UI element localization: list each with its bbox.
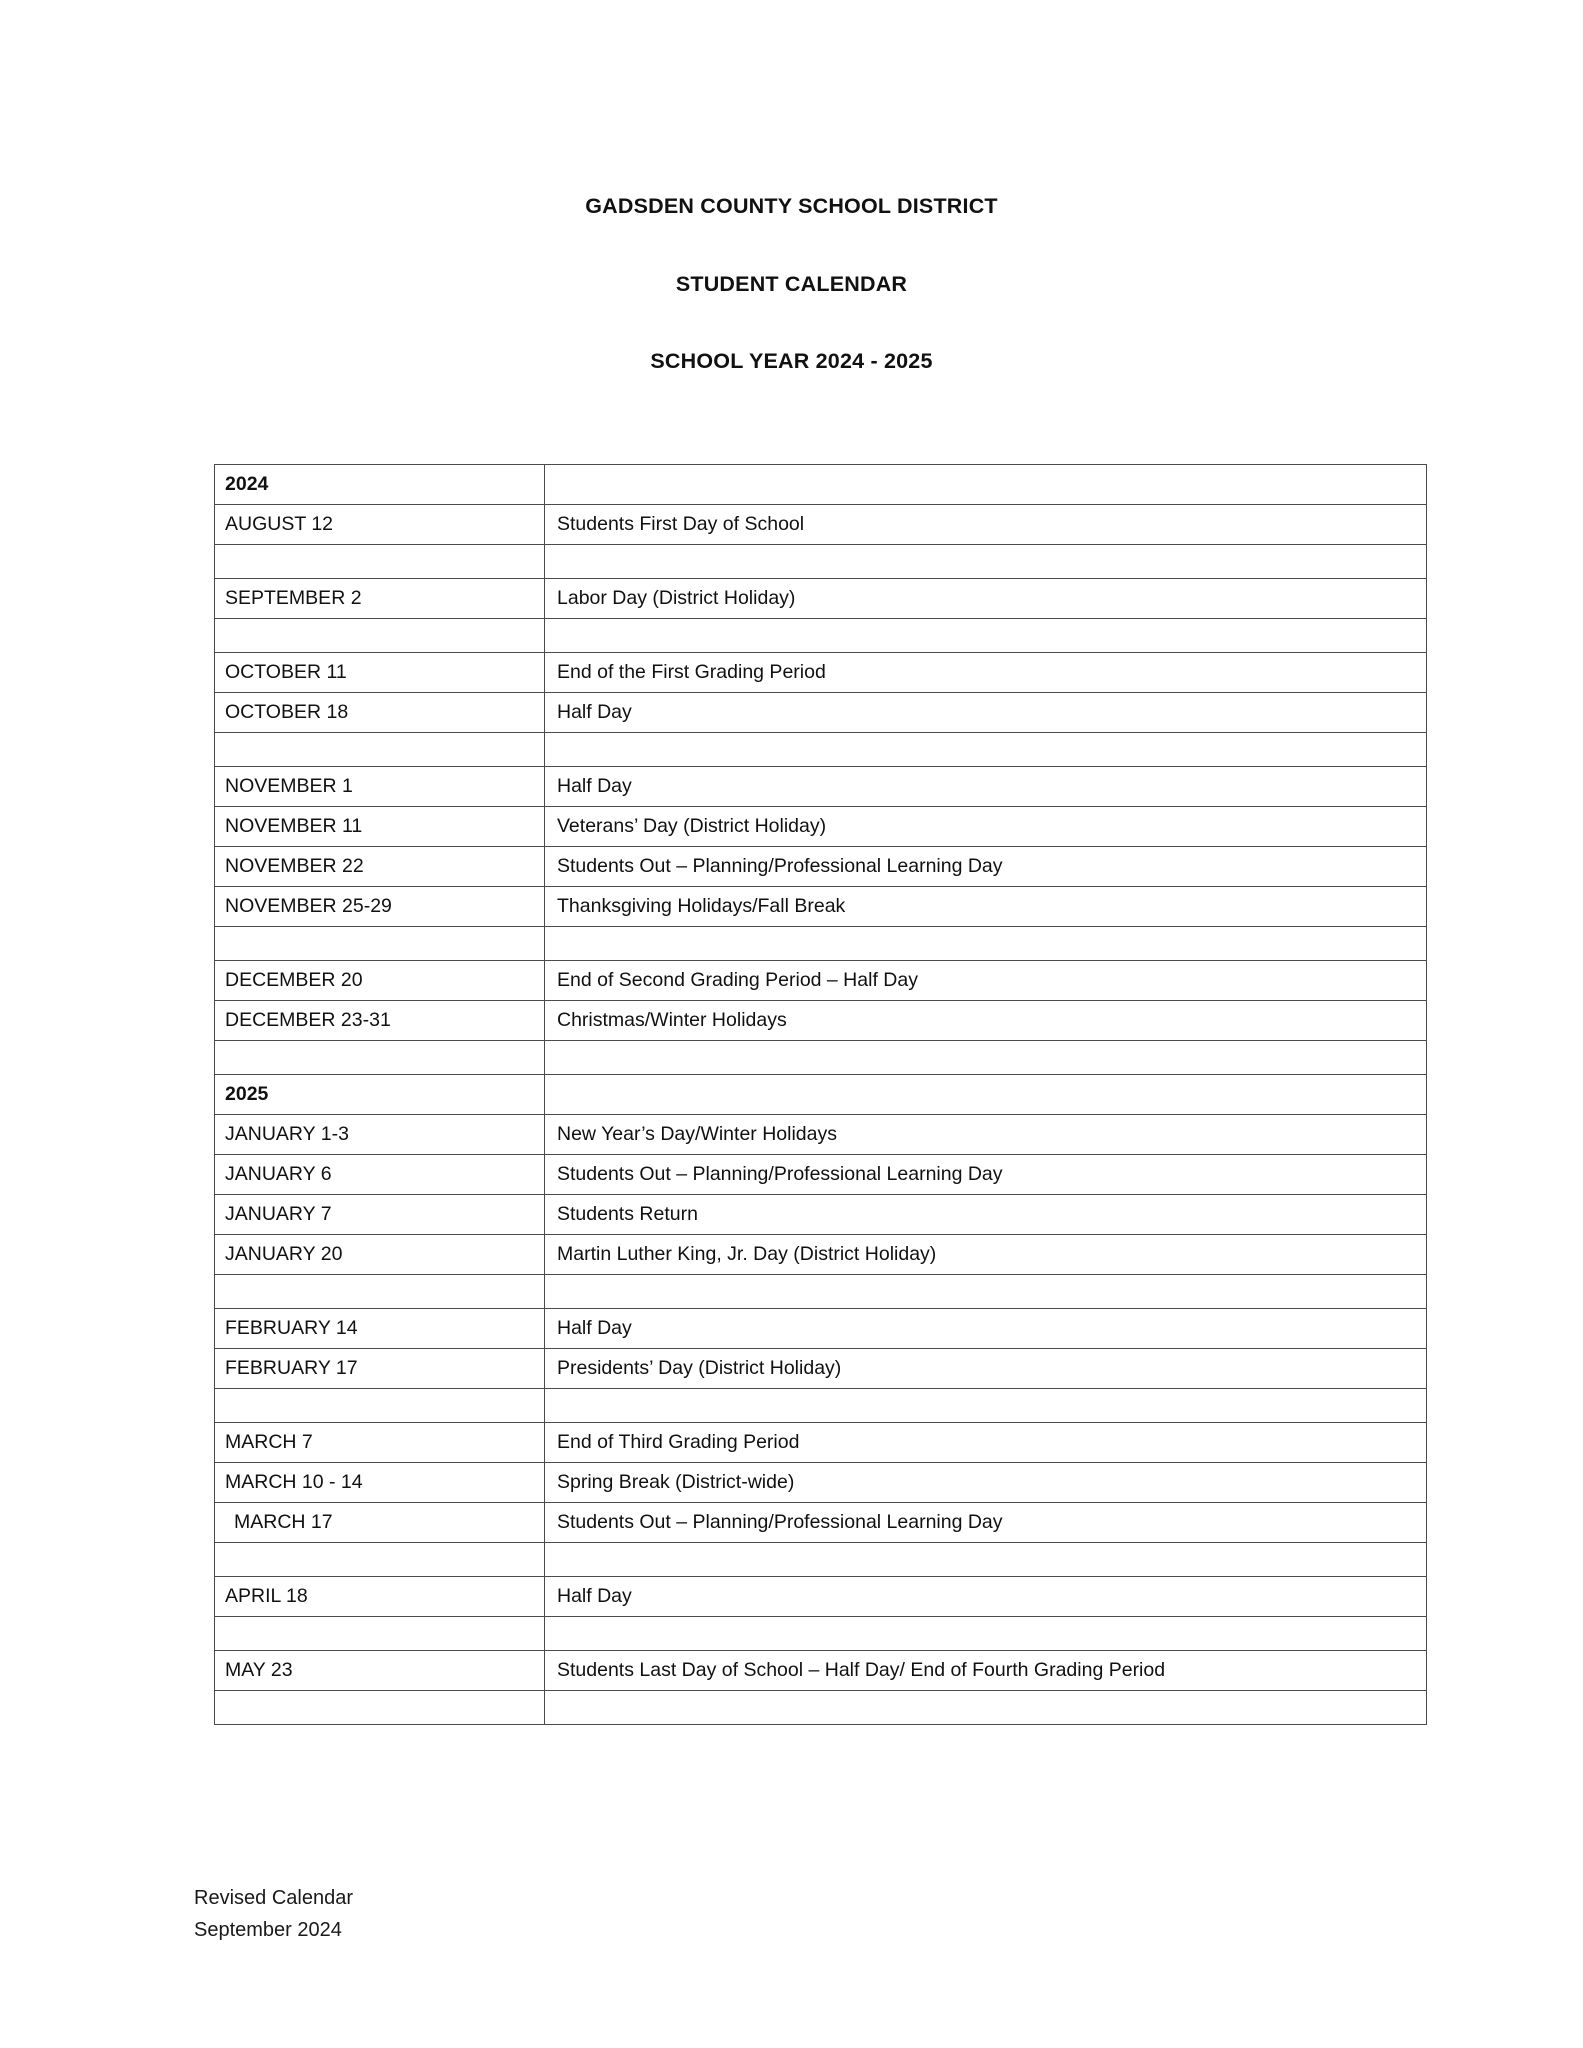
date-cell — [215, 505, 545, 545]
description-cell — [545, 653, 1427, 693]
date-cell — [215, 847, 545, 887]
date-cell — [215, 1463, 545, 1503]
table-row — [215, 693, 1427, 733]
document-type-title: STUDENT CALENDAR — [675, 271, 908, 296]
empty-date-cell — [215, 927, 545, 961]
date-label: MARCH 17 — [234, 1511, 333, 1534]
date-cell — [215, 887, 545, 927]
description-text — [545, 1046, 557, 1068]
date-label: JANUARY 1-3 — [225, 1123, 349, 1146]
table-row — [215, 1503, 1427, 1543]
description-text — [545, 1280, 557, 1302]
description-text: Presidents’ Day — [557, 1357, 699, 1380]
description-text: Students Return — [557, 1203, 698, 1226]
year-label: 2024 — [225, 473, 269, 496]
description-note: (District Holiday) — [698, 1357, 842, 1380]
date-cell — [215, 1155, 545, 1195]
empty-date-label — [215, 932, 225, 954]
description-cell — [545, 1651, 1427, 1691]
empty-date-label — [215, 1394, 225, 1416]
date-label: MARCH 7 — [225, 1431, 313, 1454]
description-cell — [545, 1577, 1427, 1617]
date-cell — [215, 1651, 545, 1691]
description-cell — [545, 1463, 1427, 1503]
table-row — [215, 961, 1427, 1001]
description-cell — [545, 1115, 1427, 1155]
description-text: Half Day — [557, 701, 632, 724]
date-cell — [215, 807, 545, 847]
empty-date-cell — [215, 733, 545, 767]
date-cell — [215, 767, 545, 807]
description-text: Students Out – Planning/Professional Learning Day — [557, 1511, 1003, 1534]
table-row — [215, 1235, 1427, 1275]
description-text — [545, 1083, 557, 1105]
description-text: Students Out – Planning/Professional Learning Day — [557, 855, 1003, 878]
description-text: Students Last Day of School – Half Day/ End of Fourth Grading Period — [557, 1659, 1166, 1682]
table-spacer-row — [215, 927, 1427, 961]
description-text: Half Day — [557, 775, 632, 798]
calendar-table-container — [214, 464, 1426, 1725]
table-row — [215, 1155, 1427, 1195]
table-row — [215, 579, 1427, 619]
description-text — [545, 738, 557, 760]
empty-description-cell — [545, 733, 1427, 767]
table-row — [215, 465, 1427, 505]
description-note: (District-wide) — [675, 1471, 795, 1494]
date-cell — [215, 1423, 545, 1463]
table-row — [215, 807, 1427, 847]
description-text — [545, 473, 557, 495]
table-spacer-row — [215, 1543, 1427, 1577]
table-row — [215, 1423, 1427, 1463]
description-text: Thanksgiving Holidays/Fall Break — [557, 895, 846, 918]
description-text: End of the First Grading Period — [557, 661, 826, 684]
empty-date-cell — [215, 1389, 545, 1423]
school-year-title: SCHOOL YEAR 2024 - 2025 — [650, 349, 933, 373]
description-text — [545, 624, 557, 646]
table-row — [215, 1577, 1427, 1617]
description-text: New Year’s Day/Winter Holidays — [557, 1123, 837, 1146]
table-row — [215, 847, 1427, 887]
description-text — [545, 932, 557, 954]
table-row — [215, 1309, 1427, 1349]
empty-date-label — [215, 1548, 225, 1570]
date-label: JANUARY 7 — [225, 1203, 332, 1226]
table-spacer-row — [215, 545, 1427, 579]
date-cell — [215, 693, 545, 733]
empty-date-cell — [215, 619, 545, 653]
description-cell — [545, 1155, 1427, 1195]
empty-description-cell — [545, 545, 1427, 579]
description-cell — [545, 693, 1427, 733]
description-text — [545, 1622, 557, 1644]
empty-description-cell — [545, 619, 1427, 653]
empty-description-cell — [545, 1275, 1427, 1309]
empty-date-label — [215, 1046, 225, 1068]
description-cell — [545, 887, 1427, 927]
description-cell — [545, 1001, 1427, 1041]
table-row — [215, 1001, 1427, 1041]
table-row — [215, 1115, 1427, 1155]
description-text: Spring Break — [557, 1471, 676, 1494]
date-label: FEBRUARY 14 — [225, 1317, 358, 1340]
description-note: (District Holiday) — [652, 587, 796, 610]
table-row — [215, 887, 1427, 927]
empty-description-cell — [545, 1041, 1427, 1075]
table-spacer-row — [215, 1691, 1427, 1725]
description-cell — [545, 1349, 1427, 1389]
footer-revision-date: September 2024 — [194, 1919, 342, 1941]
date-label: FEBRUARY 17 — [225, 1357, 358, 1380]
description-cell — [545, 465, 1427, 505]
table-row — [215, 505, 1427, 545]
table-spacer-row — [215, 619, 1427, 653]
description-text: Students First Day of School — [557, 513, 805, 536]
date-label: JANUARY 20 — [225, 1243, 343, 1266]
date-label: NOVEMBER 25-29 — [225, 895, 392, 918]
date-label: NOVEMBER 1 — [225, 775, 353, 798]
description-cell — [545, 1235, 1427, 1275]
description-text: Martin Luther King, Jr. Day — [557, 1243, 794, 1266]
description-text: Veterans’ Day — [557, 815, 684, 838]
date-label: OCTOBER 18 — [225, 701, 349, 724]
description-text: Students Out – Planning/Professional Learning Day — [557, 1163, 1003, 1186]
description-cell — [545, 767, 1427, 807]
district-title: GADSDEN COUNTY SCHOOL DISTRICT — [585, 194, 998, 218]
description-cell — [545, 1503, 1427, 1543]
table-row — [215, 1463, 1427, 1503]
table-spacer-row — [215, 1041, 1427, 1075]
description-text: Christmas/Winter Holidays — [557, 1009, 787, 1032]
empty-date-cell — [215, 1617, 545, 1651]
description-cell — [545, 847, 1427, 887]
date-cell — [215, 1309, 545, 1349]
description-cell — [545, 1423, 1427, 1463]
table-row — [215, 1349, 1427, 1389]
description-text — [545, 1394, 557, 1416]
date-label: DECEMBER 20 — [225, 969, 363, 992]
description-cell — [545, 1075, 1427, 1115]
description-text — [545, 1696, 557, 1718]
date-cell — [215, 1349, 545, 1389]
empty-date-cell — [215, 1275, 545, 1309]
table-row — [215, 1651, 1427, 1691]
year-header-cell — [215, 1075, 545, 1115]
description-cell — [545, 1309, 1427, 1349]
description-cell — [545, 579, 1427, 619]
calendar-table-body — [215, 465, 1427, 1725]
date-label: AUGUST 12 — [225, 513, 334, 536]
table-row — [215, 653, 1427, 693]
table-spacer-row — [215, 1275, 1427, 1309]
empty-date-label — [215, 550, 225, 572]
empty-description-cell — [545, 1389, 1427, 1423]
date-cell — [215, 579, 545, 619]
description-cell — [545, 505, 1427, 545]
description-cell — [545, 1195, 1427, 1235]
description-cell — [545, 807, 1427, 847]
empty-date-label — [215, 1696, 225, 1718]
date-cell — [215, 1235, 545, 1275]
description-text: Labor Day — [557, 587, 653, 610]
empty-date-cell — [215, 1691, 545, 1725]
description-text — [545, 550, 557, 572]
document-headings — [0, 196, 1583, 373]
year-header-cell — [215, 465, 545, 505]
description-text: Half Day — [557, 1317, 632, 1340]
date-cell — [215, 653, 545, 693]
empty-date-label — [215, 1280, 225, 1302]
date-cell — [215, 1115, 545, 1155]
empty-date-cell — [215, 545, 545, 579]
date-label: OCTOBER 11 — [225, 661, 347, 684]
table-row — [215, 1195, 1427, 1235]
date-cell — [215, 1001, 545, 1041]
date-cell — [215, 1503, 545, 1543]
table-spacer-row — [215, 1617, 1427, 1651]
empty-date-cell — [215, 1543, 545, 1577]
date-label: NOVEMBER 22 — [225, 855, 364, 878]
year-label: 2025 — [225, 1083, 269, 1106]
empty-date-label — [215, 1622, 225, 1644]
calendar-table — [214, 464, 1427, 1725]
date-label: DECEMBER 23-31 — [225, 1009, 391, 1032]
date-cell — [215, 1577, 545, 1617]
empty-description-cell — [545, 1617, 1427, 1651]
empty-description-cell — [545, 1543, 1427, 1577]
date-label: SEPTEMBER 2 — [225, 587, 362, 610]
document-footer — [194, 1882, 353, 1946]
date-cell — [215, 961, 545, 1001]
description-text — [545, 1548, 557, 1570]
description-text: Half Day — [557, 1585, 632, 1608]
date-label: JANUARY 6 — [225, 1163, 332, 1186]
empty-date-cell — [215, 1041, 545, 1075]
empty-description-cell — [545, 927, 1427, 961]
table-row — [215, 1075, 1427, 1115]
description-cell — [545, 961, 1427, 1001]
date-cell — [215, 1195, 545, 1235]
description-text: End of Third Grading Period — [557, 1431, 800, 1454]
date-label: APRIL 18 — [225, 1585, 308, 1608]
empty-date-label — [215, 738, 225, 760]
date-label: MAY 23 — [225, 1659, 293, 1682]
table-row — [215, 767, 1427, 807]
date-label: MARCH 10 - 14 — [225, 1471, 363, 1494]
description-text: End of Second Grading Period – Half Day — [557, 969, 918, 992]
description-note: (District Holiday) — [793, 1243, 937, 1266]
table-spacer-row — [215, 733, 1427, 767]
empty-description-cell — [545, 1691, 1427, 1725]
description-note: (District Holiday) — [683, 815, 827, 838]
footer-revision-label: Revised Calendar — [194, 1887, 353, 1909]
table-spacer-row — [215, 1389, 1427, 1423]
date-label: NOVEMBER 11 — [225, 815, 363, 838]
empty-date-label — [215, 624, 225, 646]
